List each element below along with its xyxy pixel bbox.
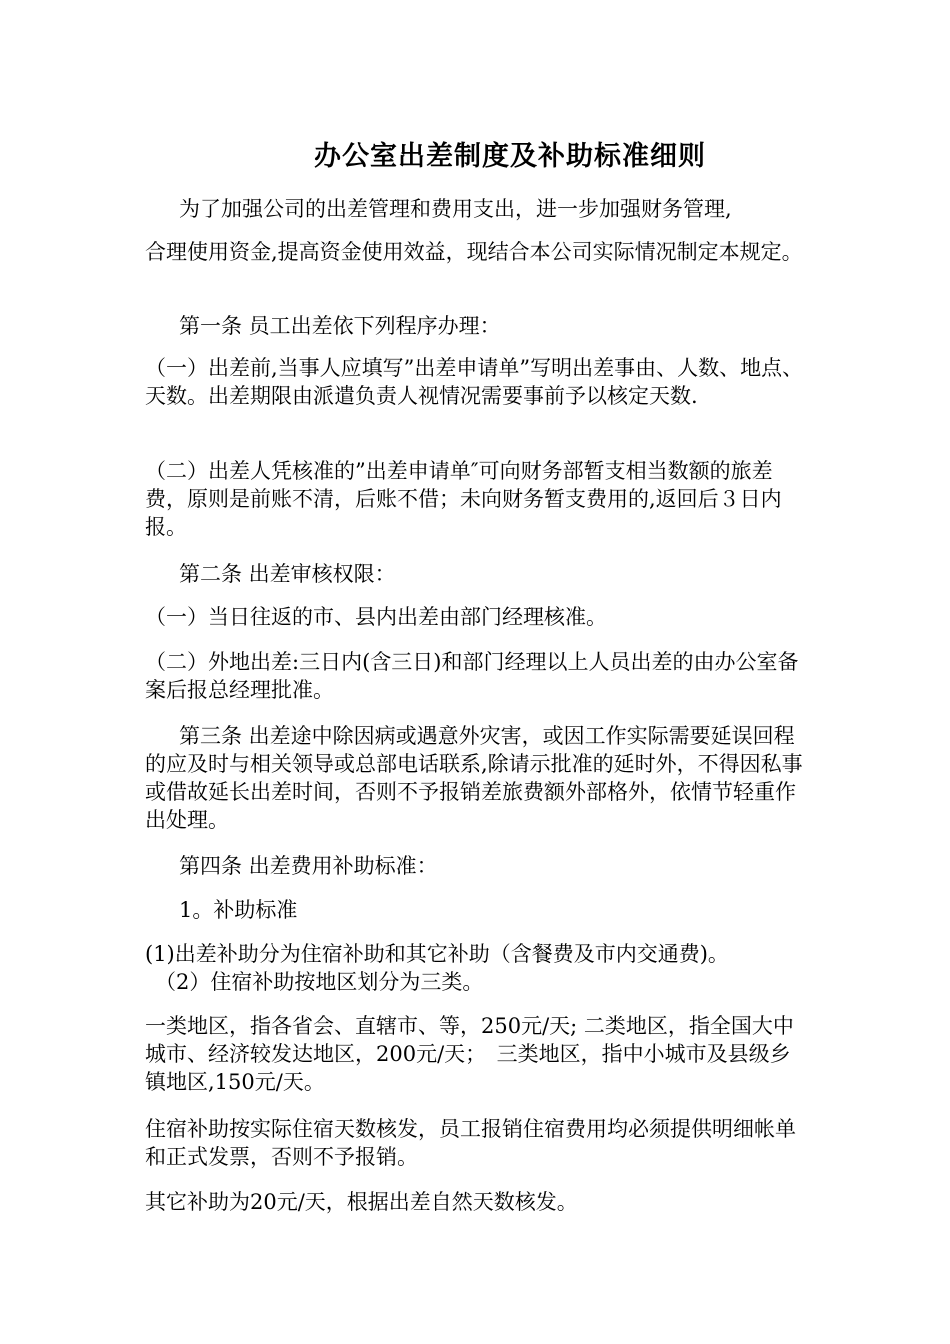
subsidy-item-1: (1)出差补助分为住宿补助和其它补助（含餐费及市内交通费)。 bbox=[145, 942, 729, 966]
lodging-regions: 一类地区，指各省会、直辖市、等，250元/天; 二类地区，指全国大中城市、经济较发达地区，200元/天； 三类地区，指中小城市及县级乡镇地区,150元/天。 bbox=[145, 1014, 794, 1094]
article-1-item-1: （一）出差前,当事人应填写”出差申请单”写明出差事由、人数、地点、天数。出差期限由派遣负责人视情况需要事前予以核定天数. bbox=[145, 356, 804, 408]
document-title: 办公室出差制度及补助标准细则 bbox=[314, 141, 706, 172]
other-subsidy: 其它补助为20元/天，根据出差自然天数核发。 bbox=[145, 1190, 578, 1214]
lodging-rules: 住宿补助按实际住宿天数核发，员工报销住宿费用均必须提供明细帐单和正式发票，否则不予报销。 bbox=[145, 1117, 796, 1169]
article-1-item-2: （二）出差人凭核准的”出差申请单″可向财务部暂支相当数额的旅差费，原则是前账不清，后账不借；未向财务暂支费用的,返回后３日内报。 bbox=[145, 459, 782, 539]
article-2-item-1: （一）当日往返的市、县内出差由部门经理核准。 bbox=[145, 605, 607, 629]
paragraph-intro-1: 为了加强公司的出差管理和费用支出，进一步加强财务管理, bbox=[179, 197, 732, 221]
article-3-text: 第三条 出差途中除因病或遇意外灾害，或因工作实际需要延误回程的应及时与相关领导或总部电话联系,除请示批准的延时外，不得因私事或借故延长出差时间，否则不予报销差旅费额外部格外，依情节轻重作出处理。 bbox=[145, 724, 803, 832]
article-1-heading: 第一条 员工出差依下列程序办理： bbox=[179, 314, 501, 338]
article-2-heading: 第二条 出差审核权限： bbox=[179, 562, 396, 586]
article-2-item-2: （二）外地出差:三日内(含三日)和部门经理以上人员出差的由办公室备案后报总经理批准。 bbox=[145, 650, 799, 702]
subsidy-standard-heading: 1。补助标准 bbox=[179, 898, 298, 922]
article-4-heading: 第四条 出差费用补助标准： bbox=[179, 854, 438, 878]
subsidy-item-2: （2）住宿补助按地区划分为三类。 bbox=[155, 970, 484, 994]
paragraph-intro-2: 合理使用资金,提高资金使用效益，现结合本公司实际情况制定本规定。 bbox=[145, 240, 803, 264]
